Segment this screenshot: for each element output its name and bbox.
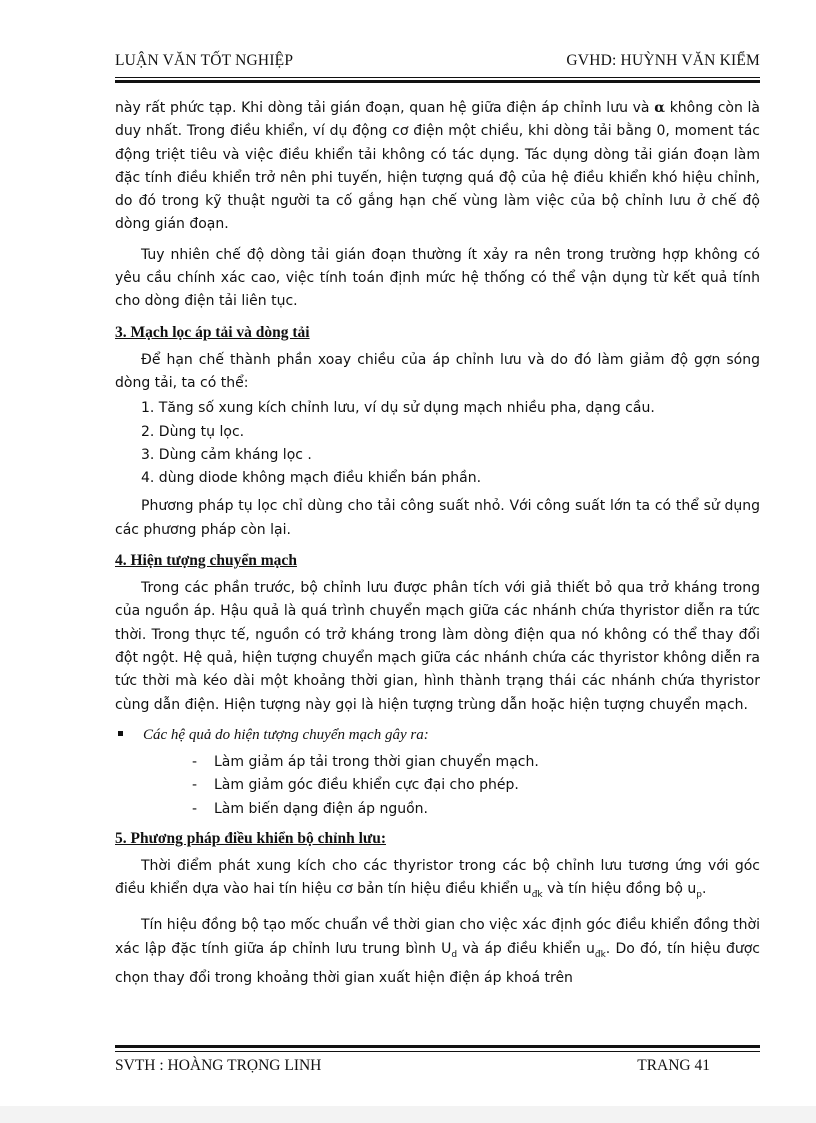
page-footer — [115, 1057, 760, 1079]
page-bottom-margin — [0, 1106, 816, 1123]
page-body — [115, 97, 760, 997]
footer-student: SVTH : HOÀNG TRỌNG LINH — [115, 1057, 322, 1074]
paragraph-discontinuous-current: này rất phức tạp. Khi dòng tải gián đoạn, quan hệ giữa điện áp chỉnh lưu và α không còn là duy nhất. Trong điều khiển, ví dụ động cơ điện một chiều, khi dòng tải bằng 0, moment tác động triệt tiêu và việc điều khiển tải không có tác dụng. Tác dụng dòng tải gián đoạn làm đặc tính điều khiển trở nên phi tuyến, hiện tượng quá độ của hệ điều khiển khó hiệu chỉnh, do đó trong kỹ thuật người ta cố gắng hạn chế vùng làm việc của bộ chỉnh lưu ở chế độ dòng gián đoạn. — [115, 100, 761, 233]
footer-rule-thin — [115, 1051, 760, 1052]
consequences-list — [115, 751, 760, 821]
dash-icon: - — [192, 800, 198, 817]
section-3-heading: 3. Mạch lọc áp tải và dòng tải — [115, 323, 310, 341]
list-item: 4. dùng diode không mạch điều khiển bán phần. — [141, 470, 482, 487]
page-header — [115, 52, 760, 74]
section-5-heading: 5. Phương pháp điều khiển bộ chỉnh lưu: — [115, 830, 386, 848]
section-5-paragraph-1: Thời điểm phát xung kích cho các thyristor trong các bộ chỉnh lưu tương ứng với góc điều khiển dựa vào hai tín hiệu cơ bản tín hiệu điều khiển $u_{đk}$ và tín hiệu đồng bộ $u_p$. — [115, 858, 760, 901]
alpha-symbol: α — [654, 100, 665, 116]
list-item: 1. Tăng số xung kích chỉnh lưu, ví dụ sử dụng mạch nhiều pha, dạng cầu. — [141, 400, 655, 417]
filter-methods-list — [115, 397, 760, 490]
section-3-outro: Phương pháp tụ lọc chỉ dùng cho tải công suất nhỏ. Với công suất lớn ta có thể sử dụng các phương pháp còn lại. — [115, 498, 760, 538]
consequences-label: Các hệ quả do hiện tượng chuyển mạch gây ra: — [143, 726, 429, 743]
footer-rule-thick — [115, 1045, 760, 1048]
header-rule-thick — [115, 80, 760, 83]
consequences-bullet — [115, 724, 760, 747]
square-bullet-icon — [118, 731, 123, 736]
section-5-paragraph-2: Tín hiệu đồng bộ tạo mốc chuẩn về thời gian cho việc xác định góc điều khiển đồng thời xác lập đặc tính giữa áp chỉnh lưu trung bình $U_d$ và áp điều khiển $u_{đk}$. Do đó, tín hiệu được chọn thay đổi trong khoảng thời gian xuất hiện điện áp khoá trên — [115, 917, 760, 986]
dash-icon: - — [192, 754, 198, 771]
list-item: 2. Dùng tụ lọc. — [141, 423, 245, 440]
dash-icon: - — [192, 777, 198, 794]
page-number: TRANG 41 — [637, 1057, 710, 1074]
header-advisor: GVHD: HUỲNH VĂN KIỂM — [566, 52, 760, 69]
header-thesis-title: LUẬN VĂN TỐT NGHIỆP — [115, 52, 294, 69]
list-item: - Làm giảm áp tải trong thời gian chuyển mạch. — [192, 751, 760, 774]
section-4-paragraph: Trong các phần trước, bộ chỉnh lưu được phân tích với giả thiết bỏ qua trở kháng trong của nguồn áp. Hậu quả là quá trình chuyển mạch giữa các nhánh chứa thyristor diễn ra tức thời. Trong thực tế, nguồn có trở kháng trong làm dòng điện qua nó không có thể thay đổi đột ngột. Hệ quả, hiện tượng chuyển mạch giữa các nhánh chứa các thyristor không diễn ra tức thời mà kéo dài một khoảng thời gian, hình thành trạng thái các nhánh chứa thyristor cùng dẫn điện. Hiện tượng này gọi là hiện tượng trùng dẫn hoặc hiện tượng chuyển mạch. — [115, 580, 760, 713]
section-4-heading: 4. Hiện tượng chuyển mạch — [115, 552, 297, 570]
list-item: - Làm biến dạng điện áp nguồn. — [192, 798, 760, 821]
header-rule-thin — [115, 77, 760, 78]
list-item: - Làm giảm góc điều khiển cực đại cho phép. — [192, 774, 760, 797]
paragraph-rare-mode: Tuy nhiên chế độ dòng tải gián đoạn thường ít xảy ra nên trong trường hợp không có yêu cầu chính xác cao, việc tính toán định mức hệ thống có thể vận dụng từ kết quả tính cho dòng điện tải liên tục. — [115, 246, 760, 310]
list-item: 3. Dùng cảm kháng lọc . — [141, 446, 312, 463]
section-3-intro: Để hạn chế thành phần xoay chiều của áp chỉnh lưu và do đó làm giảm độ gợn sóng dòng tải, ta có thể: — [115, 351, 760, 391]
